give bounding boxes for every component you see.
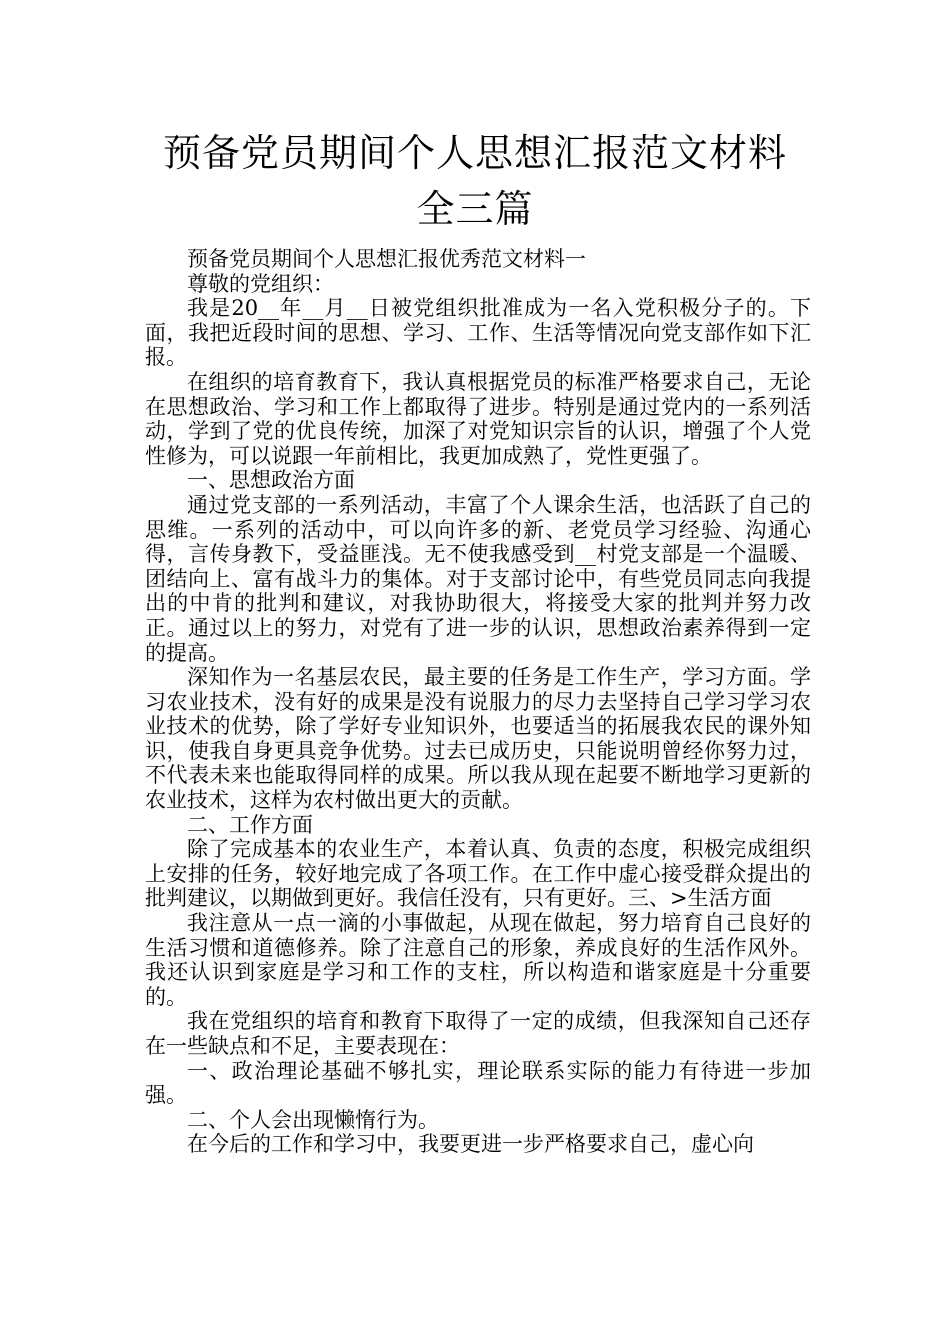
section-heading: 预备党员期间个人思想汇报优秀范文材料一 bbox=[187, 247, 586, 271]
body-paragraph: 深知作为一名基层农民，最主要的任务是工作生产，学习方面。学习农业技术，没有好的成果是没有说服力的尽力去坚持自己学习学习农业技术的优势，除了学好专业知识外，也要适当的拓展我农民的课外知识，使我自身更具竞争优势。过去已成历史，只能说明曾经你努力过，不代表未来也能取得同样的成果。所以我从现在起要不断地学习更新的农业技术，这样为农村做出更大的贡献。 bbox=[145, 665, 811, 813]
section-heading: 一、思想政治方面 bbox=[187, 468, 355, 493]
body-paragraph: 我注意从一点一滴的小事做起，从现在做起，努力培育自己良好的生活习惯和道德修养。除了注意自己的形象，养成良好的生活作风外。我还认识到家庭是学习和工作的支柱，所以构造和谐家庭是十分重要的。 bbox=[145, 911, 811, 1009]
body-paragraph: 通过党支部的一系列活动，丰富了个人课余生活，也活跃了自己的思维。一系列的活动中，可以向许多的新、老党员学习经验、沟通心得，言传身教下，受益匪浅。无不使我感受到__村党支部是一个温暖、团结向上、富有战斗力的集体。对于支部讨论中，有些党员同志向我提出的中肯的批判和建议，对我协助很大，将接受大家的批判并努力改正。通过以上的努力，对党有了进一步的认识，思想政治素养得到一定的提高。 bbox=[145, 492, 811, 665]
body-paragraph: 我在党组织的培育和教育下取得了一定的成绩，但我深知自己还存在一些缺点和不足，主要表现在： bbox=[145, 1009, 811, 1058]
document-body bbox=[145, 247, 811, 1157]
salutation: 尊敬的党组织： bbox=[187, 271, 334, 296]
section-heading: 二、工作方面 bbox=[187, 812, 313, 837]
list-item: 二、个人会出现懒惰行为。 bbox=[187, 1107, 439, 1132]
body-paragraph: 在今后的工作和学习中，我要更进一步严格要求自己，虚心向 bbox=[187, 1132, 754, 1157]
body-paragraph: 除了完成基本的农业生产，本着认真、负责的态度，积极完成组织上安排的任务，较好地完成了各项工作。在工作中虚心接受群众提出的批判建议，以期做到更好。我信任没有，只有更好。三、>生活方面 bbox=[145, 837, 811, 911]
document-title: 预备党员期间个人思想汇报范文材料全三篇 bbox=[162, 131, 787, 231]
body-paragraph: 我是20__年__月__日被党组织批准成为一名入党积极分子的。下面，我把近段时间的思想、学习、工作、生活等情况向党支部作如下汇报。 bbox=[145, 296, 811, 370]
list-item: 一、政治理论基础不够扎实，理论联系实际的能力有待进一步加强。 bbox=[145, 1058, 811, 1108]
body-paragraph: 在组织的培育教育下，我认真根据党员的标准严格要求自己，无论在思想政治、学习和工作上都取得了进步。特别是通过党内的一系列活动，学到了党的优良传统，加深了对党知识宗旨的认识，增强了个人党性修为，可以说跟一年前相比，我更加成熟了，党性更强了。 bbox=[145, 369, 811, 468]
